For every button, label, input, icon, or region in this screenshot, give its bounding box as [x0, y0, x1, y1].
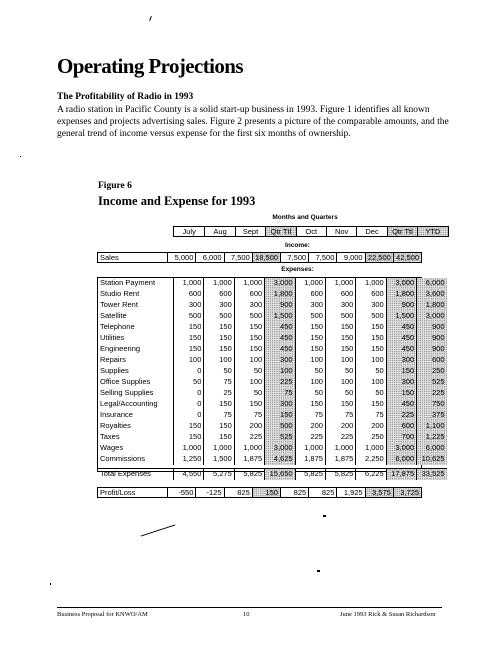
table-cell: 500	[203, 311, 233, 322]
row-label: Engineering	[100, 344, 141, 353]
table-cell: 3,725	[393, 488, 421, 497]
table-cell: 150	[203, 399, 233, 410]
scan-stroke	[141, 524, 176, 536]
table-cell: 825	[280, 488, 308, 497]
table-cell: 500	[264, 421, 294, 432]
table-cell: 1,500	[203, 454, 233, 465]
table-cell: 5,825	[325, 469, 355, 480]
table-cell: 3,000	[416, 311, 446, 322]
table-cell: 300	[386, 355, 416, 366]
table-cell: 500	[173, 311, 203, 322]
table-cell: 700	[386, 432, 416, 443]
table-cell: 3,575	[365, 488, 393, 497]
table-cell: 225	[264, 377, 294, 388]
table-cell: 225	[416, 388, 446, 399]
table-cell: 1,000	[355, 443, 385, 454]
row-label: Satellite	[100, 311, 127, 320]
expense-row	[98, 399, 447, 410]
table-cell: 33,525	[416, 469, 446, 480]
row-label: Royalties	[100, 421, 131, 430]
table-cell: 4,550	[173, 469, 203, 480]
table-cell: 1,250	[173, 454, 203, 465]
table-cell: 0	[173, 410, 203, 421]
table-cell: 3,000	[386, 278, 416, 289]
table-cell: 1,875	[325, 454, 355, 465]
expense-row	[98, 289, 447, 300]
table-cell: 825	[224, 488, 252, 497]
table-cell: 450	[386, 333, 416, 344]
table-cell: 500	[355, 311, 385, 322]
table-cell: 75	[203, 410, 233, 421]
table-cell: 300	[386, 377, 416, 388]
table-cell: 150	[355, 322, 385, 333]
expense-row	[98, 322, 447, 333]
table-cell: 900	[416, 333, 446, 344]
row-label: Repairs	[100, 355, 126, 364]
table-cell: 50	[325, 388, 355, 399]
table-cell: 300	[203, 300, 233, 311]
table-cell: 500	[234, 311, 264, 322]
expense-row	[98, 344, 447, 355]
table-cell: 6,000	[416, 278, 446, 289]
table-cell: 300	[264, 399, 294, 410]
table-cell: 1,225	[416, 432, 446, 443]
column-header: Qtr Ttl	[387, 227, 417, 236]
table-cell: 450	[386, 322, 416, 333]
table-cell: 150	[203, 344, 233, 355]
table-cell: 900	[416, 322, 446, 333]
table-cell: 225	[295, 432, 325, 443]
table-cell: 200	[295, 421, 325, 432]
table-cell: 1,000	[234, 278, 264, 289]
row-label: Office Supplies	[100, 377, 151, 386]
table-cell: -125	[195, 488, 223, 497]
table-cell: 50	[234, 366, 264, 377]
table-cell: -550	[167, 488, 195, 497]
income-label: Income:	[285, 242, 310, 249]
row-label: Station Payment	[100, 278, 156, 287]
table-cell: 500	[295, 311, 325, 322]
table-cell: 225	[234, 432, 264, 443]
table-cell: 150	[203, 432, 233, 443]
expense-row	[98, 311, 447, 322]
table-cell: 600	[173, 289, 203, 300]
table-cell: 0	[173, 366, 203, 377]
table-cell: 150	[355, 399, 385, 410]
table-column-header-row	[173, 226, 449, 237]
table-cell: 225	[386, 410, 416, 421]
table-cell: 5,000	[167, 253, 195, 262]
row-label: Sales	[100, 253, 119, 262]
sales-row	[97, 252, 422, 263]
footer-divider	[57, 607, 442, 608]
table-cell: 1,000	[295, 278, 325, 289]
table-cell: 150	[295, 322, 325, 333]
table-cell: 50	[234, 388, 264, 399]
scan-speck	[50, 583, 51, 585]
table-cell: 525	[416, 377, 446, 388]
expense-row	[98, 366, 447, 377]
table-cell: 900	[264, 300, 294, 311]
row-label: Insurance	[100, 410, 133, 419]
table-cell: 75	[203, 377, 233, 388]
table-cell: 1,000	[325, 443, 355, 454]
table-cell: 25	[203, 388, 233, 399]
table-cell: 150	[295, 344, 325, 355]
column-header: YTD	[417, 227, 447, 236]
table-cell: 150	[325, 344, 355, 355]
table-cell: 1,100	[416, 421, 446, 432]
table-cell: 1,000	[234, 443, 264, 454]
table-cell: 22,500	[365, 253, 393, 262]
table-cell: 6,000	[195, 253, 223, 262]
table-cell: 75	[325, 410, 355, 421]
table-cell: 42,500	[393, 253, 421, 262]
profit-loss-row	[97, 487, 422, 498]
table-cell: 1,000	[173, 278, 203, 289]
table-cell: 7,500	[308, 253, 336, 262]
table-cell: 3,000	[386, 443, 416, 454]
expenses-table	[97, 277, 445, 478]
table-cell: 75	[234, 410, 264, 421]
table-cell: 100	[325, 377, 355, 388]
table-cell: 450	[264, 322, 294, 333]
table-cell: 1,875	[234, 454, 264, 465]
row-label: Telephone	[100, 322, 135, 331]
table-cell: 250	[355, 432, 385, 443]
table-cell: 600	[355, 289, 385, 300]
row-label: Profit/Loss	[100, 488, 136, 497]
table-cell: 7,500	[280, 253, 308, 262]
table-cell: 150	[325, 399, 355, 410]
table-cell: 5,275	[203, 469, 233, 480]
table-cell: 1,800	[386, 289, 416, 300]
table-cell: 150	[173, 421, 203, 432]
table-cell: 150	[173, 432, 203, 443]
figure-number: Figure 6	[98, 181, 132, 191]
row-label: Supplies	[100, 366, 129, 375]
total-expenses-row	[98, 468, 447, 480]
table-cell: 3,000	[264, 278, 294, 289]
table-cell: 250	[416, 366, 446, 377]
table-cell: 1,800	[264, 289, 294, 300]
table-cell: 9,000	[336, 253, 364, 262]
page-heading: Operating Projections	[57, 54, 243, 78]
table-cell: 300	[264, 355, 294, 366]
expense-row	[98, 443, 447, 454]
table-cell: 300	[355, 300, 385, 311]
table-cell: 1,500	[264, 311, 294, 322]
table-cell: 75	[355, 410, 385, 421]
table-cell: 1,000	[295, 443, 325, 454]
column-header: Oct	[296, 227, 326, 236]
table-cell: 75	[264, 388, 294, 399]
table-cell: 900	[416, 344, 446, 355]
expense-row	[98, 300, 447, 311]
column-header: Qtr Ttl	[265, 227, 295, 236]
expense-row	[98, 421, 447, 432]
expense-row	[98, 388, 447, 399]
table-cell: 100	[325, 355, 355, 366]
table-cell: 150	[295, 399, 325, 410]
expense-row	[98, 432, 447, 443]
intro-paragraph: A radio station in Pacific County is a solid start-up business in 1993. Figure 1 identifies all known expenses and projects advertising sales. Figure 2 presents a picture of the comparable amounts, and the general trend of income versus expense for the first six months of ownership.	[57, 105, 449, 139]
table-cell: 15,650	[264, 469, 294, 480]
table-cell: 1,000	[355, 278, 385, 289]
figure-title: Income and Expense for 1993	[98, 194, 256, 208]
table-cell: 600	[295, 289, 325, 300]
table-group-header: Months and Quarters	[272, 214, 338, 221]
expense-row	[98, 333, 447, 344]
expenses-label: Expenses:	[281, 266, 314, 273]
table-cell: 1,000	[173, 443, 203, 454]
row-label: Tower Rent	[100, 300, 138, 309]
scan-speck	[323, 515, 326, 517]
row-label: Studio Rent	[100, 289, 140, 298]
scan-speck	[317, 570, 320, 572]
footer-date-authors: June 1993 Rick & Susan Richardson	[340, 611, 436, 618]
footer-document-title: Business Proposal for KNWO/AM	[57, 611, 148, 618]
table-cell: 2,250	[355, 454, 385, 465]
table-cell: 600	[325, 289, 355, 300]
table-cell: 450	[264, 333, 294, 344]
table-cell: 150	[234, 344, 264, 355]
table-cell: 100	[234, 377, 264, 388]
table-cell: 18,500	[252, 253, 280, 262]
column-header: Aug	[204, 227, 234, 236]
table-cell: 1,500	[386, 311, 416, 322]
table-cell: 150	[295, 333, 325, 344]
table-cell: 150	[355, 344, 385, 355]
table-cell: 500	[325, 311, 355, 322]
table-cell: 150	[203, 421, 233, 432]
table-cell: 1,800	[416, 300, 446, 311]
table-cell: 825	[308, 488, 336, 497]
table-cell: 3,000	[264, 443, 294, 454]
footer-page-number: 10	[243, 611, 250, 618]
table-cell: 150	[173, 322, 203, 333]
table-cell: 900	[386, 300, 416, 311]
table-cell: 1,000	[203, 278, 233, 289]
table-cell: 50	[325, 366, 355, 377]
table-cell: 750	[416, 399, 446, 410]
expense-row	[98, 377, 447, 388]
table-cell: 600	[416, 355, 446, 366]
table-cell: 1,000	[203, 443, 233, 454]
table-cell: 450	[264, 344, 294, 355]
table-cell: 600	[203, 289, 233, 300]
table-cell: 150	[234, 399, 264, 410]
table-cell: 0	[173, 388, 203, 399]
expense-row	[98, 454, 447, 465]
row-label: Taxes	[100, 432, 120, 441]
table-cell: 100	[295, 355, 325, 366]
table-cell: 7,500	[224, 253, 252, 262]
table-cell: 300	[295, 300, 325, 311]
table-cell: 1,875	[295, 454, 325, 465]
table-cell: 300	[325, 300, 355, 311]
table-cell: 6,000	[416, 443, 446, 454]
table-cell: 6,000	[386, 454, 416, 465]
table-cell: 150	[234, 333, 264, 344]
table-cell: 100	[264, 366, 294, 377]
table-cell: 525	[264, 432, 294, 443]
table-cell: 375	[416, 410, 446, 421]
table-cell: 150	[325, 322, 355, 333]
row-label: Selling Supplies	[100, 388, 154, 397]
expense-row	[98, 278, 447, 289]
column-header: July	[182, 227, 196, 236]
table-cell: 6,225	[355, 469, 385, 480]
table-cell: 50	[173, 377, 203, 388]
table-cell: 150	[203, 322, 233, 333]
table-cell: 4,625	[264, 454, 294, 465]
table-cell: 300	[173, 300, 203, 311]
table-cell: 0	[173, 399, 203, 410]
row-label: Wages	[100, 443, 124, 452]
table-cell: 150	[386, 388, 416, 399]
table-cell: 150	[173, 344, 203, 355]
scan-speck	[20, 156, 21, 157]
table-cell: 150	[234, 322, 264, 333]
table-cell: 75	[295, 410, 325, 421]
row-label: Legal/Accounting	[100, 399, 158, 408]
column-header: Nov	[326, 227, 356, 236]
table-cell: 50	[355, 388, 385, 399]
table-cell: 1,000	[325, 278, 355, 289]
table-cell: 100	[355, 377, 385, 388]
table-cell: 150	[386, 366, 416, 377]
table-cell: 100	[234, 355, 264, 366]
table-cell: 225	[325, 432, 355, 443]
table-cell: 5,825	[295, 469, 325, 480]
column-header: Sept	[235, 227, 265, 236]
scan-speck	[149, 16, 152, 21]
expense-row	[98, 410, 447, 421]
table-cell: 600	[386, 421, 416, 432]
table-cell: 200	[234, 421, 264, 432]
table-cell: 450	[386, 344, 416, 355]
table-cell: 450	[386, 399, 416, 410]
table-cell: 100	[295, 377, 325, 388]
column-header: Dec	[356, 227, 386, 236]
table-cell: 3,600	[416, 289, 446, 300]
row-label: Utilities	[100, 333, 125, 342]
table-cell: 200	[355, 421, 385, 432]
table-cell: 1,925	[336, 488, 364, 497]
table-cell: 50	[295, 388, 325, 399]
table-cell: 5,825	[234, 469, 264, 480]
table-cell: 100	[355, 355, 385, 366]
expense-row	[98, 355, 447, 366]
table-cell: 150	[325, 333, 355, 344]
table-cell: 150	[252, 488, 280, 497]
table-cell: 150	[264, 410, 294, 421]
table-cell: 50	[203, 366, 233, 377]
table-cell: 100	[173, 355, 203, 366]
table-cell: 150	[355, 333, 385, 344]
table-cell: 200	[325, 421, 355, 432]
table-cell: 17,875	[386, 469, 416, 480]
table-cell: 100	[203, 355, 233, 366]
table-cell: 150	[173, 333, 203, 344]
table-cell: 300	[234, 300, 264, 311]
table-cell: 10,625	[416, 454, 446, 465]
table-cell: 50	[295, 366, 325, 377]
row-label: Total Expenses	[100, 469, 151, 478]
row-label: Commissions	[100, 454, 146, 463]
section-subheading: The Profitability of Radio in 1993	[57, 92, 194, 102]
table-cell: 600	[234, 289, 264, 300]
table-cell: 150	[203, 333, 233, 344]
table-cell: 50	[355, 366, 385, 377]
